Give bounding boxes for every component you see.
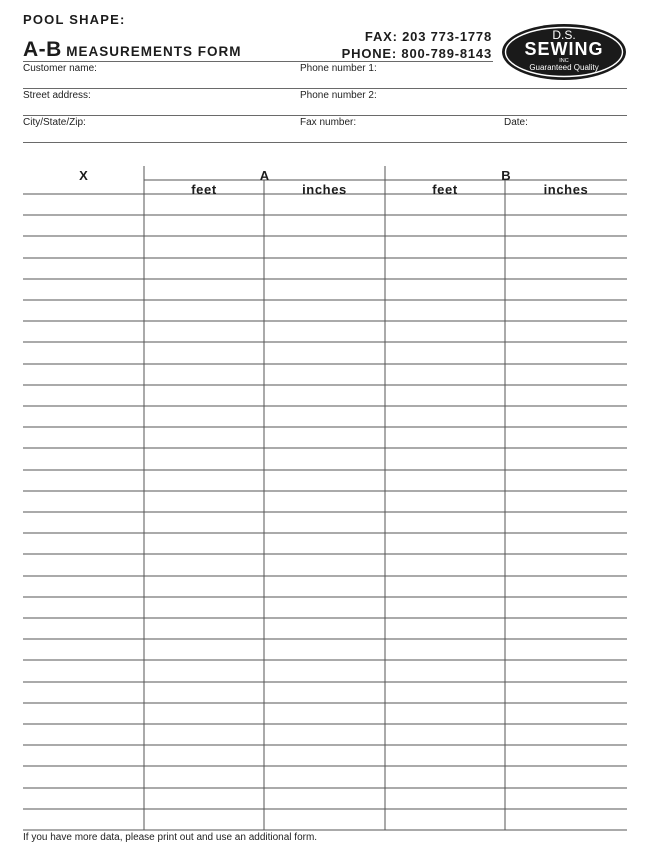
date-label: Date:	[504, 117, 528, 128]
fax-number-label: Fax number:	[300, 117, 357, 128]
customer-name-label: Customer name:	[23, 63, 97, 74]
b-feet-header: feet	[432, 182, 458, 197]
form-title-ab: A-B	[23, 38, 62, 61]
pool-shape-label: POOL SHAPE:	[23, 12, 126, 27]
column-x-header: X	[79, 168, 88, 183]
phone-number-1-label: Phone number 1:	[300, 63, 377, 74]
city-state-zip-label: City/State/Zip:	[23, 117, 86, 128]
column-a-header: A	[259, 168, 270, 183]
a-feet-header: feet	[191, 182, 217, 197]
logo-inc: INC	[559, 58, 569, 64]
logo-ds: D.S.	[552, 28, 576, 42]
b-inches-header: inches	[543, 182, 589, 197]
a-inches-header: inches	[302, 182, 347, 197]
phone-number-2-label: Phone number 2:	[300, 90, 377, 101]
phone-contact: PHONE: 800-789-8143	[341, 46, 492, 61]
footer-note: If you have more data, please print out and use an additional form.	[23, 832, 318, 843]
fax-contact: FAX: 203 773-1778	[364, 29, 492, 44]
form-title-measurements: MEASUREMENTS FORM	[66, 44, 242, 59]
logo-tagline: Guaranteed Quality	[529, 63, 599, 72]
logo-sewing: SEWING	[524, 39, 604, 59]
street-address-label: Street address:	[23, 90, 91, 101]
column-b-header: B	[501, 168, 511, 183]
